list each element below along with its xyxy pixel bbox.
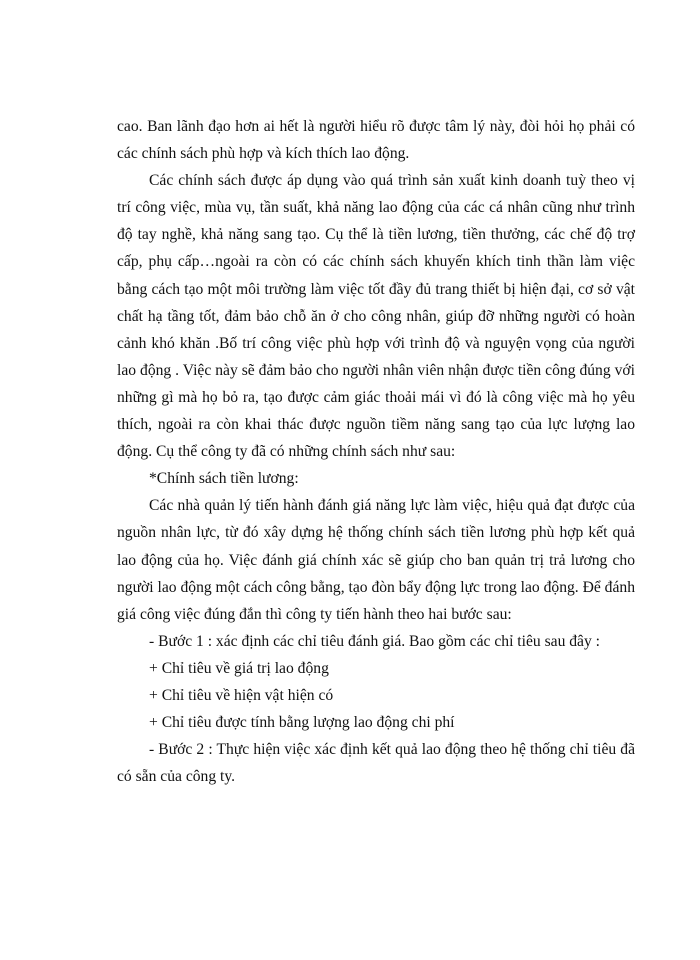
paragraph-policies: Các chính sách được áp dụng vào quá trình sản xuất kinh doanh tuỳ theo vị trí công việc, mùa vụ, tần suất, khả năng lao động của các cá nhân cũng như trình độ tay nghề, khả năng sang tạo. Cụ thể là tiền lương, tiền thưởng, các chế độ trợ cấp, phụ cấp…ngoài ra còn có các chính sách khuyến khích tinh thần làm việc bằng cách tạo một môi trường làm việc tốt đầy đủ trang thiết bị hiện đại, cơ sở vật chất hạ tầng tốt, đảm bảo chỗ ăn ở cho công nhân, giúp đỡ những người có hoàn cảnh khó khăn .Bố trí công việc phù hợp với trình độ và nguyện vọng của người lao động . Việc này sẽ đảm bảo cho người nhân viên nhận được tiền công đúng với những gì mà họ bỏ ra, tạo được cảm giác thoải mái vì đó là công việc mà họ yêu thích, ngoài ra còn khai thác được nguồn tiềm năng sang tạo của lực lượng lao động. Cụ thể công ty đã có những chính sách như sau: [117,172,635,461]
section-heading-salary-policy: *Chính sách tiền lương: [149,470,299,488]
paragraph-salary-evaluation: Các nhà quản lý tiến hành đánh giá năng lực làm việc, hiệu quả đạt được của nguồn nhân lực, từ đó xây dựng hệ thống chính sách tiền lương phù hợp kết quả lao động của họ. Việc đánh giá chính xác sẽ giúp cho ban quản trị trả lương cho người lao động một cách công bằng, tạo đòn bẩy động lực trong lao động. Để đánh giá công việc đúng đắn thì công ty tiến hành theo hai bước sau: [117,497,635,623]
step-2: - Bước 2 : Thực hiện việc xác định kết quả lao động theo hệ thống chỉ tiêu đã có sẵn của công ty. [117,741,635,786]
step-1: - Bước 1 : xác định các chỉ tiêu đánh giá. Bao gồm các chỉ tiêu sau đây : [149,632,601,650]
criterion-labor-cost: + Chỉ tiêu được tính bằng lượng lao động chi phí [149,714,455,732]
criterion-labor-value: + Chỉ tiêu về giá trị lao động [149,659,329,677]
paragraph-intro-continuation: cao. Ban lãnh đạo hơn ai hết là người hiểu rõ được tâm lý này, đòi hỏi họ phải có các chính sách phù hợp và kích thích lao động. [117,118,635,163]
document-body [117,113,635,790]
criterion-physical-goods: + Chỉ tiêu về hiện vật hiện có [149,686,334,704]
